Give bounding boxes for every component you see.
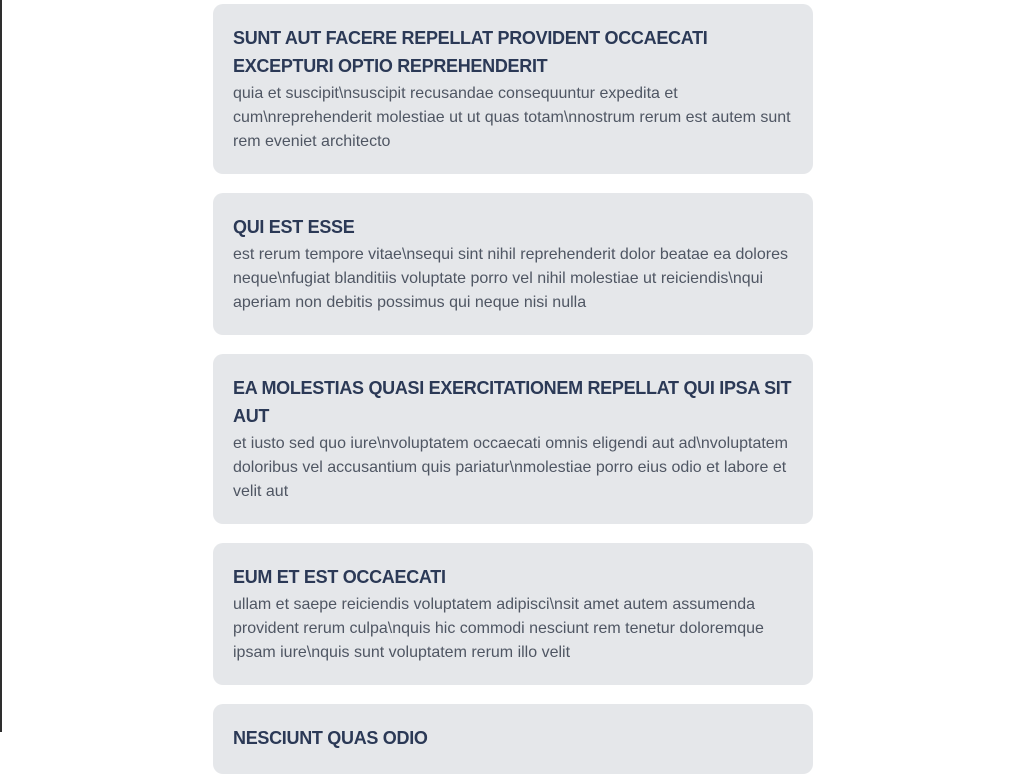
post-title: NESCIUNT QUAS ODIO (233, 728, 428, 748)
post-body: ullam et saepe reiciendis voluptatem adipisci\nsit amet autem assumenda provident rerum culpa\nquis hic commodi nesciunt rem tenetur doloremque ipsam iure\nquis sunt voluptatem rerum illo velit (233, 596, 764, 661)
post-card[interactable] (213, 704, 813, 774)
post-title: EUM ET EST OCCAECATI (233, 567, 446, 587)
post-title: EA MOLESTIAS QUASI EXERCITATIONEM REPELLAT QUI IPSA SIT AUT (233, 378, 792, 426)
post-card[interactable] (213, 543, 813, 685)
post-card[interactable] (213, 4, 813, 174)
post-card[interactable] (213, 193, 813, 335)
post-body: quia et suscipit\nsuscipit recusandae consequuntur expedita et cum\nreprehenderit molestiae ut ut quas totam\nnostrum rerum est autem sunt rem eveniet architecto (233, 85, 791, 150)
post-title: QUI EST ESSE (233, 217, 355, 237)
post-body: est rerum tempore vitae\nsequi sint nihil reprehenderit dolor beatae ea dolores neque\nfugiat blanditiis voluptate porro vel nihil molestiae ut reiciendis\nqui aperiam non debitis possimus qui neque nisi nulla (233, 246, 788, 311)
post-card[interactable] (213, 354, 813, 524)
post-list (213, 0, 813, 774)
post-body: et iusto sed quo iure\nvoluptatem occaecati omnis eligendi aut ad\nvoluptatem doloribus vel accusantium quis pariatur\nmolestiae porro eius odio et labore et velit aut (233, 435, 789, 500)
post-title: SUNT AUT FACERE REPELLAT PROVIDENT OCCAECATI EXCEPTURI OPTIO REPREHENDERIT (233, 28, 708, 76)
